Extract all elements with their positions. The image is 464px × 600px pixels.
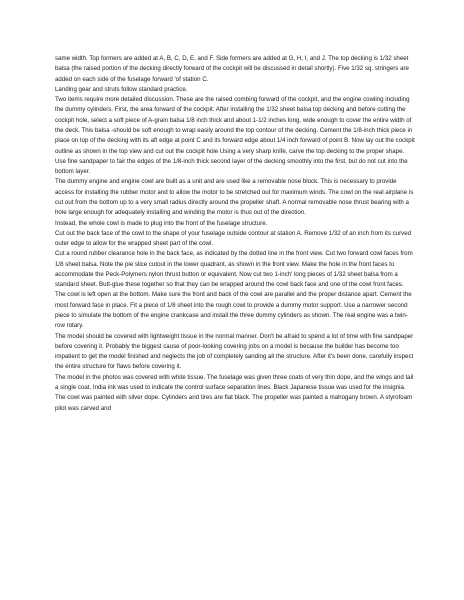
paragraph-cowl-back-face: Cut out the back face of the cowl to the shape of your fuselage outside contour at station A. Remove 1/32 of an inch from its curved outer edge to allow for the wrapped sheet part of the cowl. (55, 229, 412, 248)
paragraph-engine-cowl: The dummy engine and engine cowl are built as a unit and are used like a removable nose block. This is necessary to provide access for installing the rubber motor and to allow the motor to be stretched out for maximum winds. The cowl on the real airplane is cut out from the bottom up to a very small radius directly around the propeller shaft. A normal removable nose thrust bearing with a hole large enough for adequately installing and winding the motor is thus out of the direction. (55, 178, 414, 217)
paragraph-covering: The model should be covered with lightweight tissue in the normal manner. Don't be afraid to spend a lot of time with fine sandpaper before covering it. Probably the biggest cause of poor-looking covering jobs on a model is because the builder has become too impatient to get the model finished and neglects the job of completely sanding all the structure. After it's been done, carefully inspect the entire structure for flaws before covering it. (55, 332, 414, 371)
paragraph-raised-combing: Two items require more detailed discussion. These are the raised combing forward of the cockpit, and the engine cowling including the dummy cylinders. First, the area forward of the cockpit: After installing the 1/32 sheet balsa top decking and before cutting the cockpit hole, select a soft piece of A-grain balsa 1/8 inch thick and about 1-1/2 inches long, wide enough to cover the entire width of the deck. This balsa -should be soft enough to wrap easily around the top contour of the decking. Cement the 1/8-inch thick piece in place on top of the decking with its aft edge at point C and its forward edge about 1/4 inch forward of point B. Now lay out the cockpit outline as shown in the top view and cut out the cockpit hole Using a very sharp knife, carve the top decking to the proper shape. Use fine sandpaper to fair the edges of the 1/8-inch thick second layer of the decking smoothly into the first, but do not cut into the bottom layer. (55, 96, 415, 176)
paragraph-formers-decking: same width. Top formers are added at A, B, C, D, E, and F. Side formers are added at G, H, I, and J. The top decking is 1/32 sheet balsa (the raised portion of the decking directly forward of the cockpit will be discussed in detail shortly). Five 1/32 sq. stringers are added on each side of the fuselage forward 'of station C. (55, 55, 409, 83)
paragraph-landing-gear: Landing gear and struts follow standard practice. (55, 85, 188, 93)
document-body (55, 54, 415, 414)
paragraph-finishing: The model in the photos was covered with white tissue. The fuselage was given three coats of very thin dope, and the wings and tail a single coat. India ink was used to indicate the control surface separation lines. Black Japanese tissue was used for the insignia. The cowl was painted with silver dope. Cylinders and tires are flat black. The propeller was painted a mahogany brown. A styrofoam pilot was carved and (55, 373, 414, 412)
paragraph-cowl-construction: Cut a round rubber clearance hole in the back face, as indicated by the dotted line in the front view. Cut two forward cowl faces from 1/8 sheet balsa. Note the pie slice cutout in the lower quadrant, as shown in the front view. Make the hole in the front faces to accommodate the Peck-Polymers nylon thrust button or equivalent. Now cut two 1-inch' long pieces of 1/32 sheet balsa from a standard sheet. Butt-glue these together so that they can be wrapped around the cowl back face and one of the cowl front faces. The cowl is left open at the bottom. Make sure the front and back of the cowl are parallel and the proper distance apart. Cement the most forward face in place. Fit a piece of 1/8 sheet into the rough cowl to provide a dummy motor support. Use a narrower second piece to simulate the bottom of the engine crankcase and install the three dummy cylinders as shown. The real engine was a twin-row rotary. (55, 250, 413, 330)
paragraph-cowl-plug: Instead, the whole cowl is made to plug into the front of the fuselage structure. (55, 219, 268, 227)
